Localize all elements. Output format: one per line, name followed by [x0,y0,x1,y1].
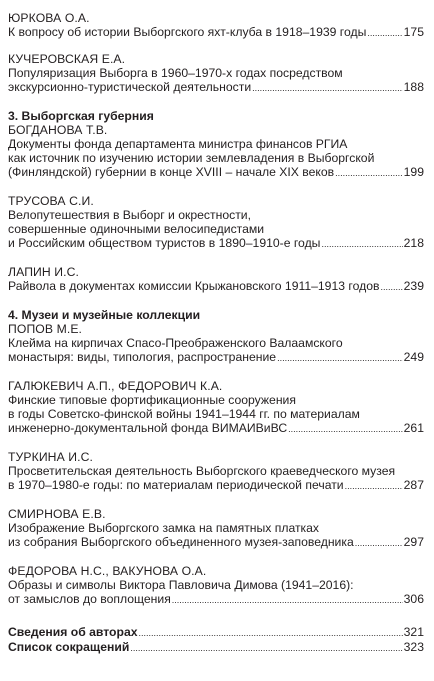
entry-page-number: 249 [403,350,424,364]
toc-entry[interactable] [8,507,424,550]
dot-leader [321,237,402,251]
toc-entry[interactable] [8,52,424,95]
entry-title-line: в годы Советско-финской войны 1941–1944 гг. по материалам [8,407,360,421]
entry-author: ФЕДОРОВА Н.С., ВАКУНОВА О.А. [8,564,207,578]
entry-title-line: Популяризация Выборга в 1960–1970-х годах посредством [8,66,343,80]
toc-entry[interactable] [8,625,424,640]
entry-title-line: монастыря: виды, типология, распространение [8,350,277,364]
dot-leader [355,536,403,550]
entry-title-line: совершенные одиночными велосипедистами [8,222,265,236]
toc-entry[interactable] [8,322,424,365]
entry-title-line: (Финляндской) губернии в конце XVIII – начале XIX веков [8,165,335,179]
section-heading: 4. Музеи и музейные коллекции [8,308,201,322]
entry-title-line: Образы и символы Виктора Павловича Димова (1941–2016): [8,578,354,592]
entry-title-leader [8,478,424,493]
entry-title-line: Клейма на кирпичах Спасо-Преображенского Валаамского [8,336,343,350]
entry-title-line: Велопутешествия в Выборг и окрестности, [8,208,251,222]
entry-title-line: и Российским обществом туристов в 1890–1910-е годы [8,236,321,250]
entry-title-leader [8,535,424,550]
entry-page-number: 323 [403,640,424,654]
toc-entry[interactable] [8,123,424,180]
entry-author: СМИРНОВА Е.В. [8,507,106,521]
entry-title-leader [8,80,424,95]
entry-title-line: экскурсионно-туристической деятельности [8,80,252,94]
appendix-label: Список сокращений [8,640,130,654]
entry-title-leader [8,236,424,251]
dot-leader [277,351,403,365]
entry-title-line: К вопросу об истории Выборгского яхт-клуба в 1918–1939 годы [8,25,367,39]
dot-leader [367,26,402,40]
dot-leader [380,280,402,294]
entry-title-line: Райвола в документах комиссии Крыжановского 1911–1913 годов [8,279,380,293]
dot-leader [335,166,403,180]
entry-author: БОГДАНОВА Т.В. [8,123,108,137]
entry-title-line: Изображение Выборгского замка на памятных платках [8,521,320,535]
entry-page-number: 321 [403,625,424,639]
appendix-label: Сведения об авторах [8,625,138,639]
dot-leader [172,593,403,607]
entry-author: ТУРКИНА И.С. [8,450,94,464]
toc-entry[interactable] [8,194,424,251]
section-heading: 3. Выборгская губерния [8,109,154,123]
entry-page-number: 306 [403,592,424,606]
entry-page-number: 175 [403,25,424,39]
dot-leader [345,479,403,493]
entry-page-number: 261 [403,421,424,435]
entry-title-line: из собрания Выборгского объединенного музея-заповедника [8,535,354,549]
entry-title-leader [8,350,424,365]
toc-entry[interactable] [8,379,424,436]
entry-title-line: как источник по изучению истории землевладения в Выборгской [8,151,375,165]
entry-title-leader [8,25,424,40]
entry-title-line: Финские типовые фортификационные сооружения [8,393,296,407]
toc-entry[interactable] [8,265,424,294]
entry-author: ГАЛЮКЕВИЧ А.П., ФЕДОРОВИЧ К.А. [8,379,223,393]
entry-title-leader [8,421,424,436]
entry-title-leader [8,592,424,607]
dot-leader [130,641,402,655]
entry-author: ЮРКОВА О.А. [8,11,90,25]
toc-entry[interactable] [8,564,424,607]
toc-entry[interactable] [8,640,424,655]
entry-title-line: инженерно-документальной фонда ВИМАИВиВС [8,421,288,435]
entry-page-number: 297 [403,535,424,549]
toc-entry[interactable] [8,450,424,493]
entry-page-number: 188 [403,80,424,94]
entry-author: КУЧЕРОВСКАЯ Е.А. [8,52,126,66]
entry-title-line: от замыслов до воплощения [8,592,171,606]
dot-leader [139,626,403,640]
entry-title-line: Просветительская деятельность Выборгского краеведческого музея [8,464,396,478]
entry-author: ЛАПИН И.С. [8,265,80,279]
entry-author: ТРУСОВА С.И. [8,194,94,208]
entry-title-leader [8,279,424,294]
entry-title-line: в 1970–1980-е годы: по материалам периодической печати [8,478,344,492]
entry-author: ПОПОВ М.Е. [8,322,83,336]
entry-page-number: 287 [403,478,424,492]
dot-leader [288,422,403,436]
entry-title-leader [8,165,424,180]
entry-page-number: 239 [403,279,424,293]
entry-title-line: Документы фонда департамента министра финансов РГИА [8,137,348,151]
dot-leader [252,81,403,95]
entry-page-number: 199 [403,165,424,179]
toc-appendix [8,625,424,655]
toc-entry[interactable] [8,11,424,40]
entry-page-number: 218 [403,236,424,250]
